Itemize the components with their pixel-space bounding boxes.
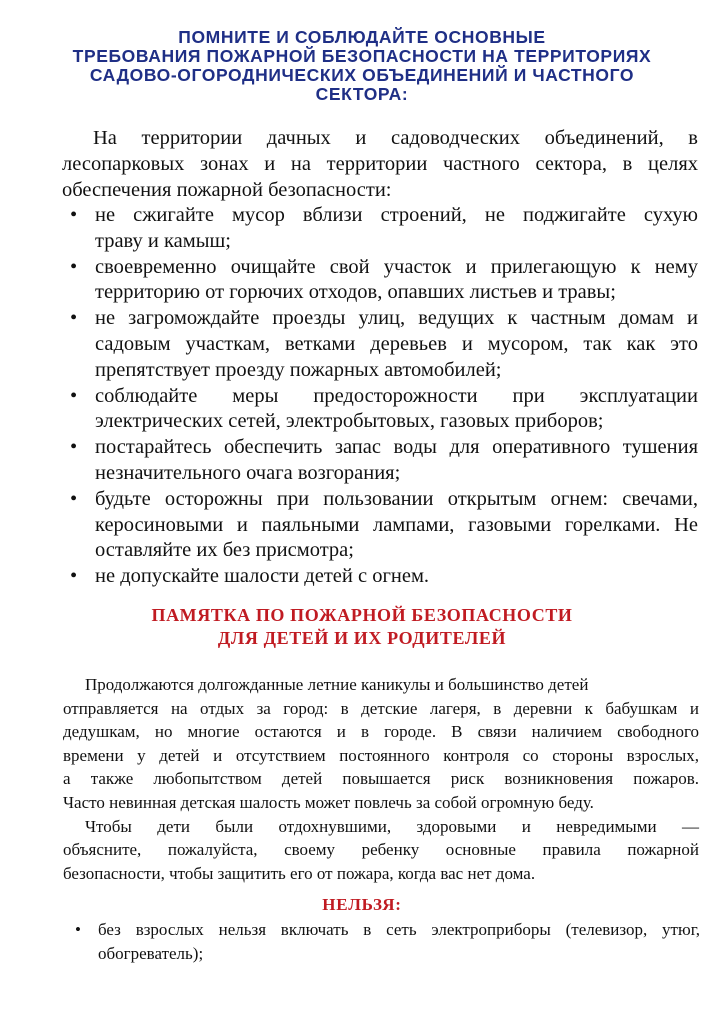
- rule-item-2-line-1: своевременно очищайте свой участок и прилегающую к нему: [95, 255, 698, 278]
- bullet-icon: •: [70, 384, 78, 407]
- memo-line-4: времени у детей и отсутствием постоянного контроля со стороны взрослых,: [63, 745, 699, 765]
- memo-line-2: отправляется на отдых за город: в детские лагеря, в деревни к бабушкам и: [63, 698, 699, 718]
- prohibitions-list: [75, 918, 700, 965]
- rule-item-3-line-3: препятствует проезду пожарных автомобилей;: [95, 358, 502, 381]
- intro-line-3: обеспечения пожарной безопасности:: [62, 179, 392, 201]
- bullet-icon: •: [70, 307, 78, 330]
- bullet-icon: •: [70, 255, 78, 278]
- bullet-icon: •: [70, 565, 78, 588]
- bullet-icon: •: [70, 487, 78, 510]
- rule-item-3: [62, 306, 698, 383]
- rule-item-1-line-1: не сжигайте мусор вблизи строений, не поджигайте сухую: [95, 204, 698, 226]
- children-memo-heading-line-1: ПАМЯТКА ПО ПОЖАРНОЙ БЕЗОПАСНОСТИ: [151, 605, 573, 625]
- rules-list: [62, 203, 698, 590]
- rule-item-7: [62, 564, 698, 590]
- intro-line-2: лесопарковых зонах и на территории частного сектора, в целях: [62, 153, 698, 175]
- bullet-icon: •: [75, 920, 81, 939]
- rule-item-5-line-2: незначительного очага возгорания;: [95, 461, 401, 484]
- rule-item-6: [62, 487, 698, 564]
- rule-item-5-line-1: постарайтесь обеспечить запас воды для оперативного тушения: [95, 436, 698, 459]
- main-heading-line-2: ТРЕБОВАНИЯ ПОЖАРНОЙ БЕЗОПАСНОСТИ НА ТЕРРИТОРИЯХ: [72, 46, 652, 66]
- rule-item-1: [62, 203, 698, 255]
- rule-item-4: [62, 384, 698, 436]
- main-heading: [40, 28, 684, 104]
- rule-item-6-line-3: оставляйте их без присмотра;: [95, 539, 354, 562]
- intro-line-1: На территории дачных и садоводческих объединений, в: [93, 127, 698, 149]
- rule-item-4-line-1: соблюдайте меры предосторожности при эксплуатации: [95, 384, 698, 407]
- rule-item-3-line-1: не загромождайте проезды улиц, ведущих к частным домам и: [95, 307, 698, 330]
- bullet-icon: •: [70, 204, 78, 226]
- children-memo-paragraph: [63, 673, 699, 885]
- rule-item-2: [62, 255, 698, 307]
- prohibition-item-1-line-1: без взрослых нельзя включать в сеть электроприборы (телевизор, утюг,: [98, 920, 700, 939]
- rule-item-2-line-2: территорию от горючих отходов, опавших листьев и травы;: [95, 281, 616, 304]
- intro-paragraph: [62, 125, 698, 203]
- memo-line-5: а также любопытством детей повышается риск возникновения пожаров.: [63, 769, 699, 789]
- memo-line-7: Чтобы дети были отдохнувшими, здоровыми и невредимыми —: [85, 816, 699, 836]
- main-heading-line-4: СЕКТОРА:: [315, 84, 409, 104]
- prohibition-item-1-line-2: обогреватель);: [98, 943, 204, 963]
- main-heading-line-1: ПОМНИТЕ И СОБЛЮДАЙТЕ ОСНОВНЫЕ: [178, 27, 546, 47]
- rule-item-3-line-2: садовым участкам, ветками деревьев и мусором, так как это: [95, 332, 698, 355]
- memo-line-3: дедушкам, но многие остаются и в городе. В связи наличием свободного: [63, 722, 699, 742]
- main-heading-line-3: САДОВО-ОГОРОДНИЧЕСКИХ ОБЪЕДИНЕНИЙ И ЧАСТНОГО: [89, 65, 635, 85]
- memo-line-8: объясните, пожалуйста, своему ребенку основные правила пожарной: [63, 840, 699, 860]
- memo-line-1: Продолжаются долгожданные летние каникулы и большинство детей: [85, 675, 589, 694]
- rule-item-5: [62, 435, 698, 487]
- children-memo-heading-line-2: ДЛЯ ДЕТЕЙ И ИХ РОДИТЕЛЕЙ: [217, 628, 507, 648]
- memo-line-6: Часто невинная детская шалость может повлечь за собой огромную беду.: [63, 792, 594, 812]
- rule-item-6-line-2: керосиновыми и паяльными лампами, газовыми горелками. Не: [95, 513, 698, 536]
- rule-item-6-line-1: будьте осторожны при пользовании открытым огнем: свечами,: [95, 487, 698, 510]
- bullet-icon: •: [70, 436, 78, 459]
- prohibition-item-1: [75, 918, 700, 965]
- memo-line-9: безопасности, чтобы защитить его от пожара, когда вас нет дома.: [63, 863, 536, 883]
- children-memo-heading: [40, 604, 684, 650]
- rule-item-7-line-1: не допускайте шалости детей с огнем.: [95, 565, 430, 588]
- prohibitions-heading: НЕЛЬЗЯ:: [322, 895, 402, 914]
- rule-item-4-line-2: электрических сетей, электробытовых, газовых приборов;: [95, 410, 604, 433]
- rule-item-1-line-2: траву и камыш;: [95, 229, 231, 252]
